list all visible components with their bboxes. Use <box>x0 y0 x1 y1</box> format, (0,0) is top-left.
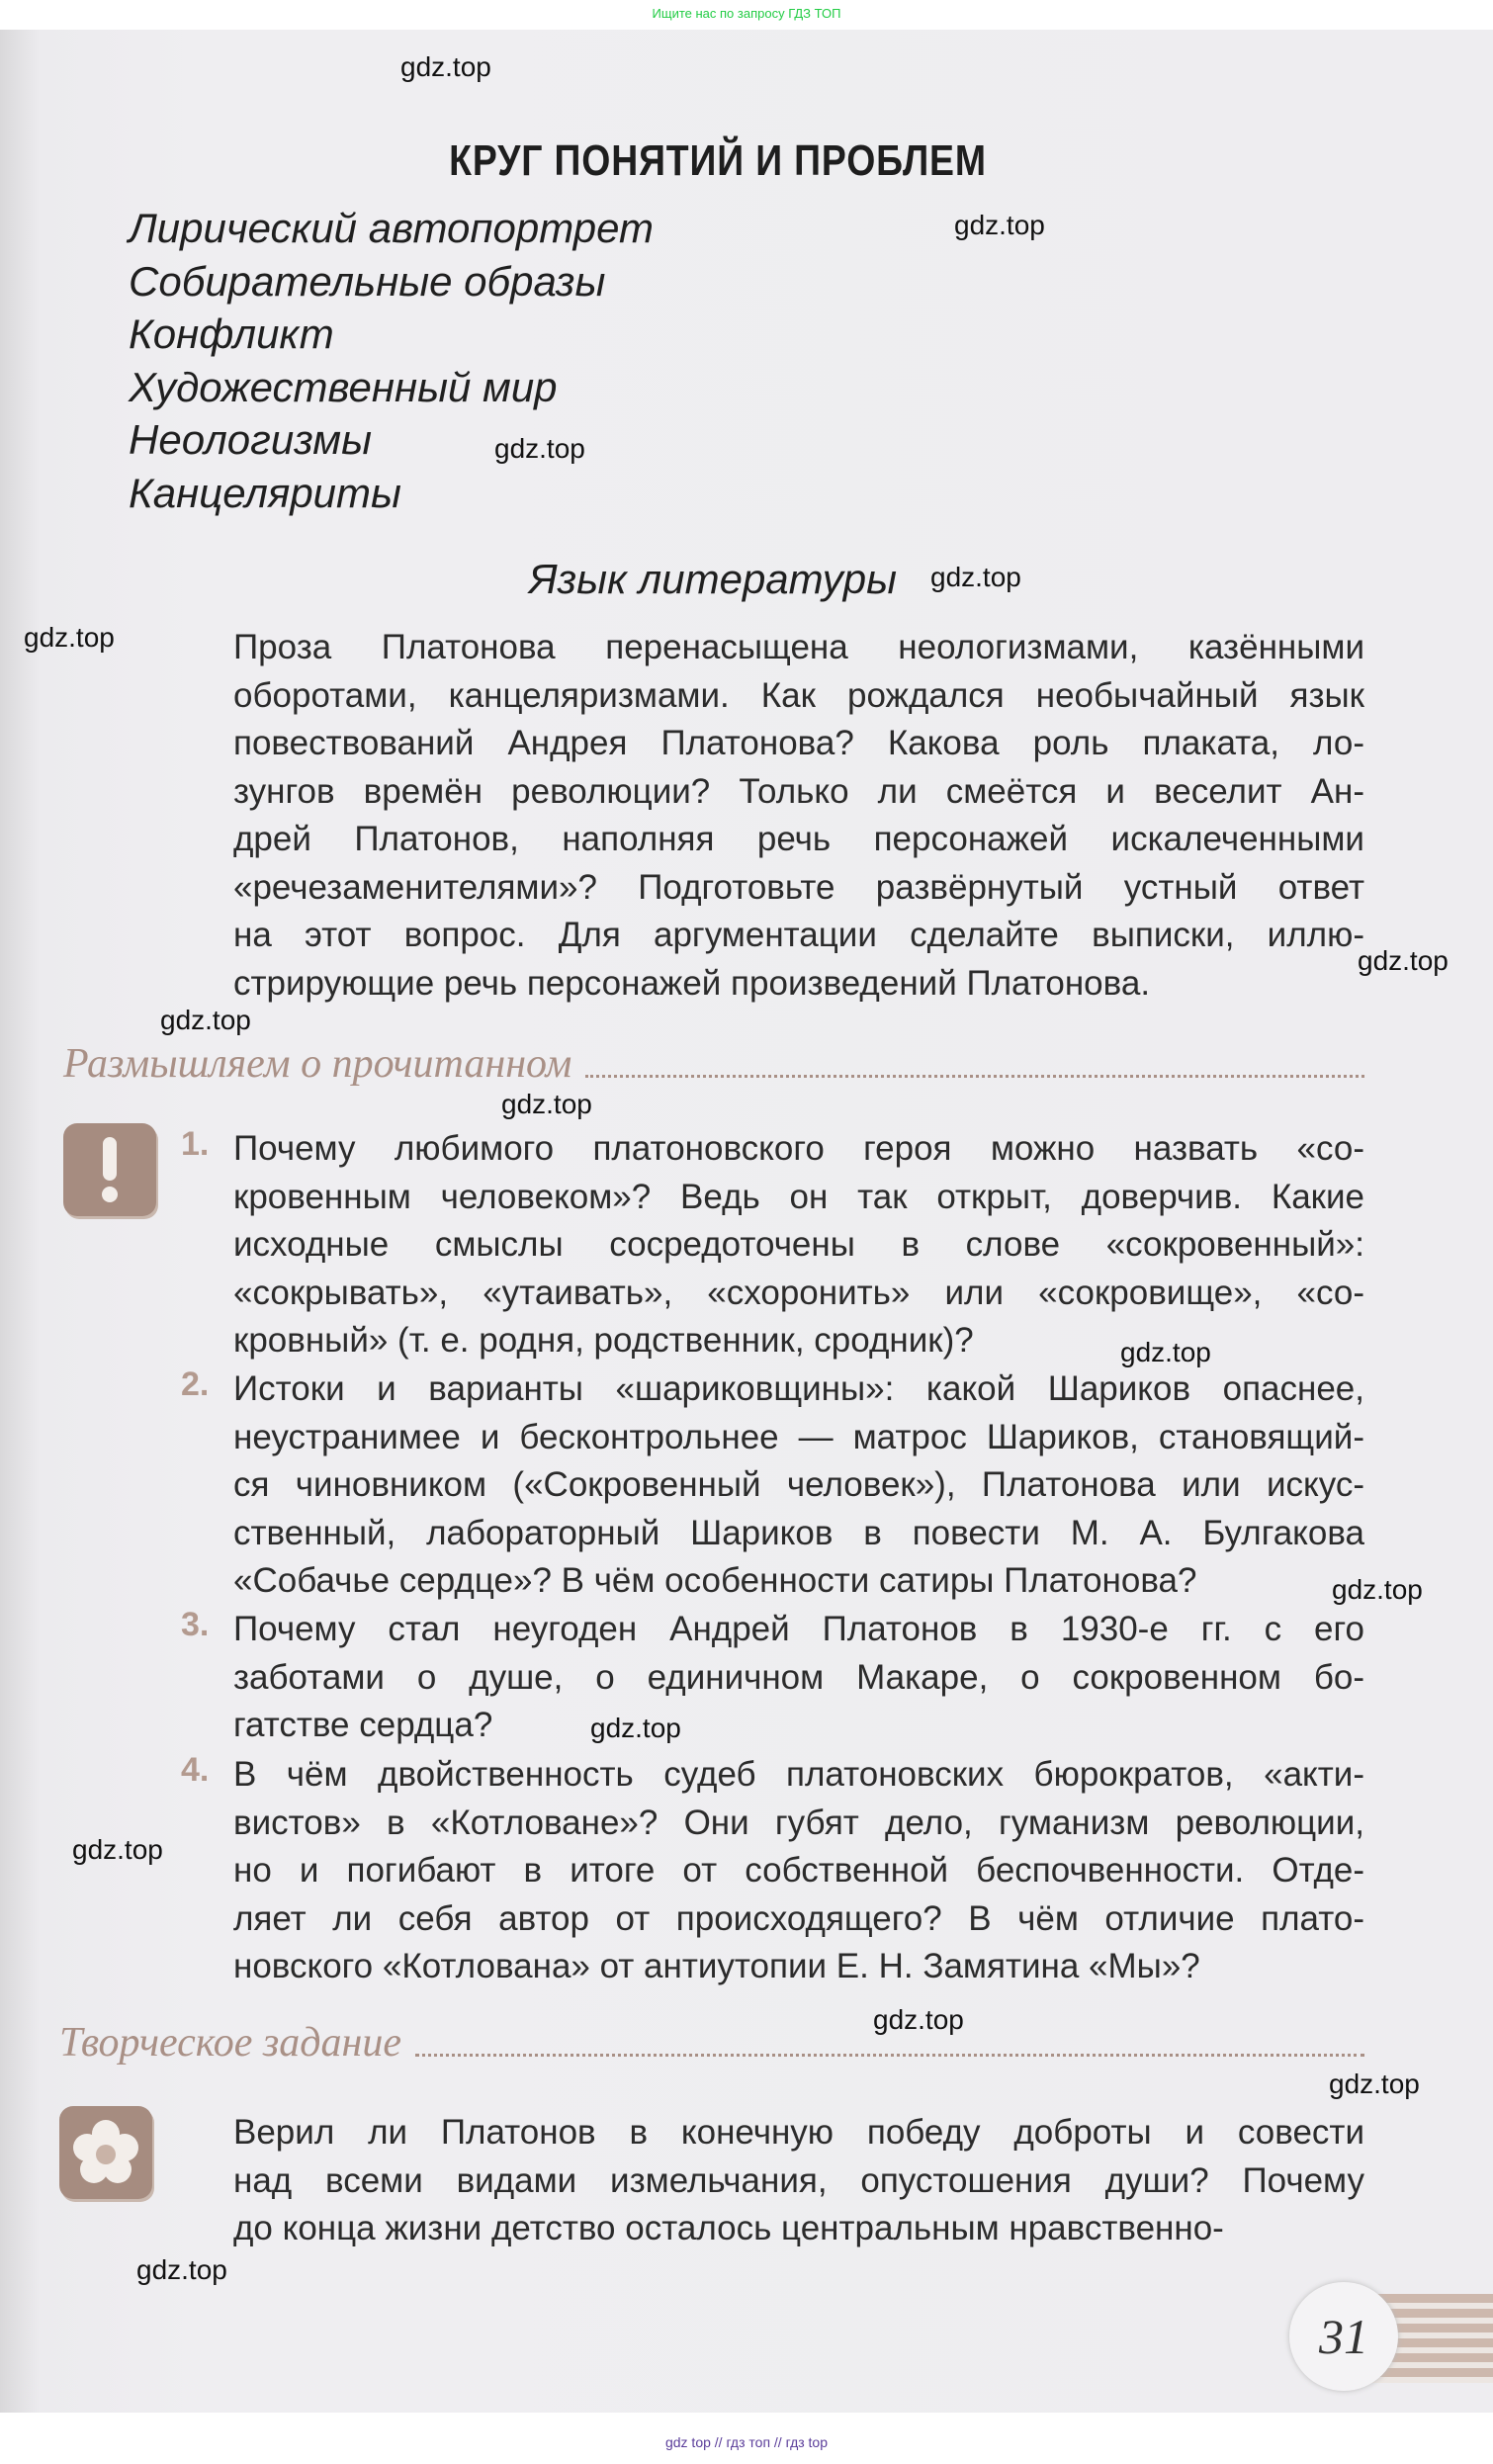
text-line: заботами о душе, о единичном Макаре, о сокровенном бо- <box>233 1657 1364 1697</box>
dotted-leader <box>585 1075 1364 1078</box>
question-number: 2. <box>181 1365 210 1403</box>
term-item: Художественный мир <box>129 363 558 410</box>
term-item: Собирательные образы <box>129 257 606 305</box>
watermark: gdz.top <box>930 562 1021 592</box>
watermark: gdz.top <box>400 51 491 82</box>
text-line: стрирующие речь персонажей произведений Платонова. <box>233 963 1151 1003</box>
text-line: исходные смыслы сосредоточены в слове «сокровенный»: <box>233 1225 1364 1264</box>
term-item: Лирический автопортрет <box>129 205 654 251</box>
text-line: зунгов времён революции? Только ли смеётся и веселит Ан- <box>233 771 1364 811</box>
watermark: gdz.top <box>954 210 1045 240</box>
text-line: Истоки и варианты «шариковщины»: какой Шариков опаснее, <box>233 1369 1364 1408</box>
text-line: кровный» (т. е. родня, родственник, сродник)? <box>233 1321 974 1360</box>
creative-section-title: Творческое задание <box>59 2020 402 2066</box>
text-line: неустранимее и бесконтрольнее — матрос Шариков, становящий- <box>233 1417 1364 1456</box>
term-item: Канцеляриты <box>129 469 401 516</box>
text-line: В чём двойственность судеб платоновских бюрократов, «акти- <box>233 1755 1364 1794</box>
language-paragraph <box>233 624 1364 1008</box>
text-line: «сокрывать», «утаивать», «схоронить» или «сокровище», «со- <box>233 1273 1364 1312</box>
text-line: Почему любимого платоновского героя можно назвать «со- <box>233 1129 1364 1168</box>
question-number: 4. <box>181 1751 210 1789</box>
watermark: gdz.top <box>72 1834 163 1865</box>
term-item: Конфликт <box>129 310 334 358</box>
exclamation-icon <box>63 1123 156 1216</box>
watermark: gdz.top <box>501 1089 592 1119</box>
language-section-title: Язык литературы <box>529 556 897 602</box>
watermark: gdz.top <box>160 1005 251 1035</box>
watermark: gdz.top <box>136 2254 227 2285</box>
text-line: кровенным человеком»? Ведь он так открыт, доверчив. Какие <box>233 1177 1364 1216</box>
text-line: Верил ли Платонов в конечную победу доброты и совести <box>233 2113 1364 2152</box>
creative-section-heading <box>59 2019 1364 2067</box>
text-line: до конца жизни детство осталось центральным нравственно- <box>233 2209 1224 2247</box>
question-2 <box>233 1365 1364 1606</box>
watermark: gdz.top <box>1332 1574 1423 1605</box>
watermark: gdz.top <box>24 622 115 653</box>
question-number: 1. <box>181 1125 210 1163</box>
text-line: ляет ли себя автор от происходящего? В чём отличие плато- <box>233 1898 1364 1938</box>
text-line: на этот вопрос. Для аргументации сделайте выписки, иллю- <box>233 916 1364 954</box>
text-line: ственный, лабораторный Шариков в повести М. А. Булгакова <box>233 1513 1364 1552</box>
footer-watermark: gdz top // гдз топ // гдз top <box>664 2434 829 2450</box>
flower-icon <box>59 2106 152 2199</box>
text-line: гатстве сердца? <box>233 1706 493 1744</box>
watermark: gdz.top <box>590 1713 681 1743</box>
reflect-section-heading <box>63 1040 1364 1088</box>
watermark: gdz.top <box>494 433 585 464</box>
text-line: «речезаменителями»? Подготовьте развёрнутый устный ответ <box>233 867 1364 907</box>
question-4 <box>233 1751 1364 1991</box>
question-number: 3. <box>181 1606 210 1643</box>
page-number: 31 <box>1289 2282 1398 2391</box>
text-line: Почему стал неугоден Андрей Платонов в 1930-е гг. с его <box>233 1610 1364 1648</box>
watermark: gdz.top <box>1329 2068 1420 2099</box>
question-3 <box>233 1606 1364 1750</box>
text-line: дрей Платонов, наполняя речь персонажей искалеченными <box>233 820 1364 858</box>
creative-task-paragraph <box>233 2109 1364 2253</box>
text-line: новского «Котлована» от антиутопии Е. Н. Замятина «Мы»? <box>233 1947 1200 1985</box>
text-line: оборотами, канцеляризмами. Как рождался необычайный язык <box>233 675 1364 715</box>
watermark: gdz.top <box>873 2004 964 2035</box>
top-banner: Ищите нас по запросу ГДЗ ТОП <box>652 6 841 21</box>
text-line: но и погибают в итоге от собственной беспочвенности. Отде- <box>233 1851 1364 1890</box>
reflect-section-title: Размышляем о прочитанном <box>63 1041 572 1087</box>
question-1 <box>233 1125 1364 1365</box>
text-line: «Собачье сердце»? В чём особенности сатиры Платонова? <box>233 1561 1197 1600</box>
text-line: над всеми видами измельчания, опустошения души? Почему <box>233 2160 1364 2200</box>
watermark: gdz.top <box>1120 1337 1211 1367</box>
text-line: повествований Андрея Платонова? Какова роль плаката, ло- <box>233 724 1364 762</box>
watermark: gdz.top <box>1358 945 1449 976</box>
page-title: КРУГ ПОНЯТИЙ И ПРОБЛЕМ <box>449 136 987 185</box>
term-item: Неологизмы <box>129 416 372 464</box>
terms-list <box>129 202 654 520</box>
text-line: ся чиновником («Сокровенный человек»), Платонова или искус- <box>233 1465 1364 1504</box>
text-line: вистов» в «Котловане»? Они губят дело, гуманизм революции, <box>233 1803 1364 1842</box>
text-line: Проза Платонова перенасыщена неологизмами, казёнными <box>233 628 1364 666</box>
dotted-leader <box>415 2054 1364 2057</box>
